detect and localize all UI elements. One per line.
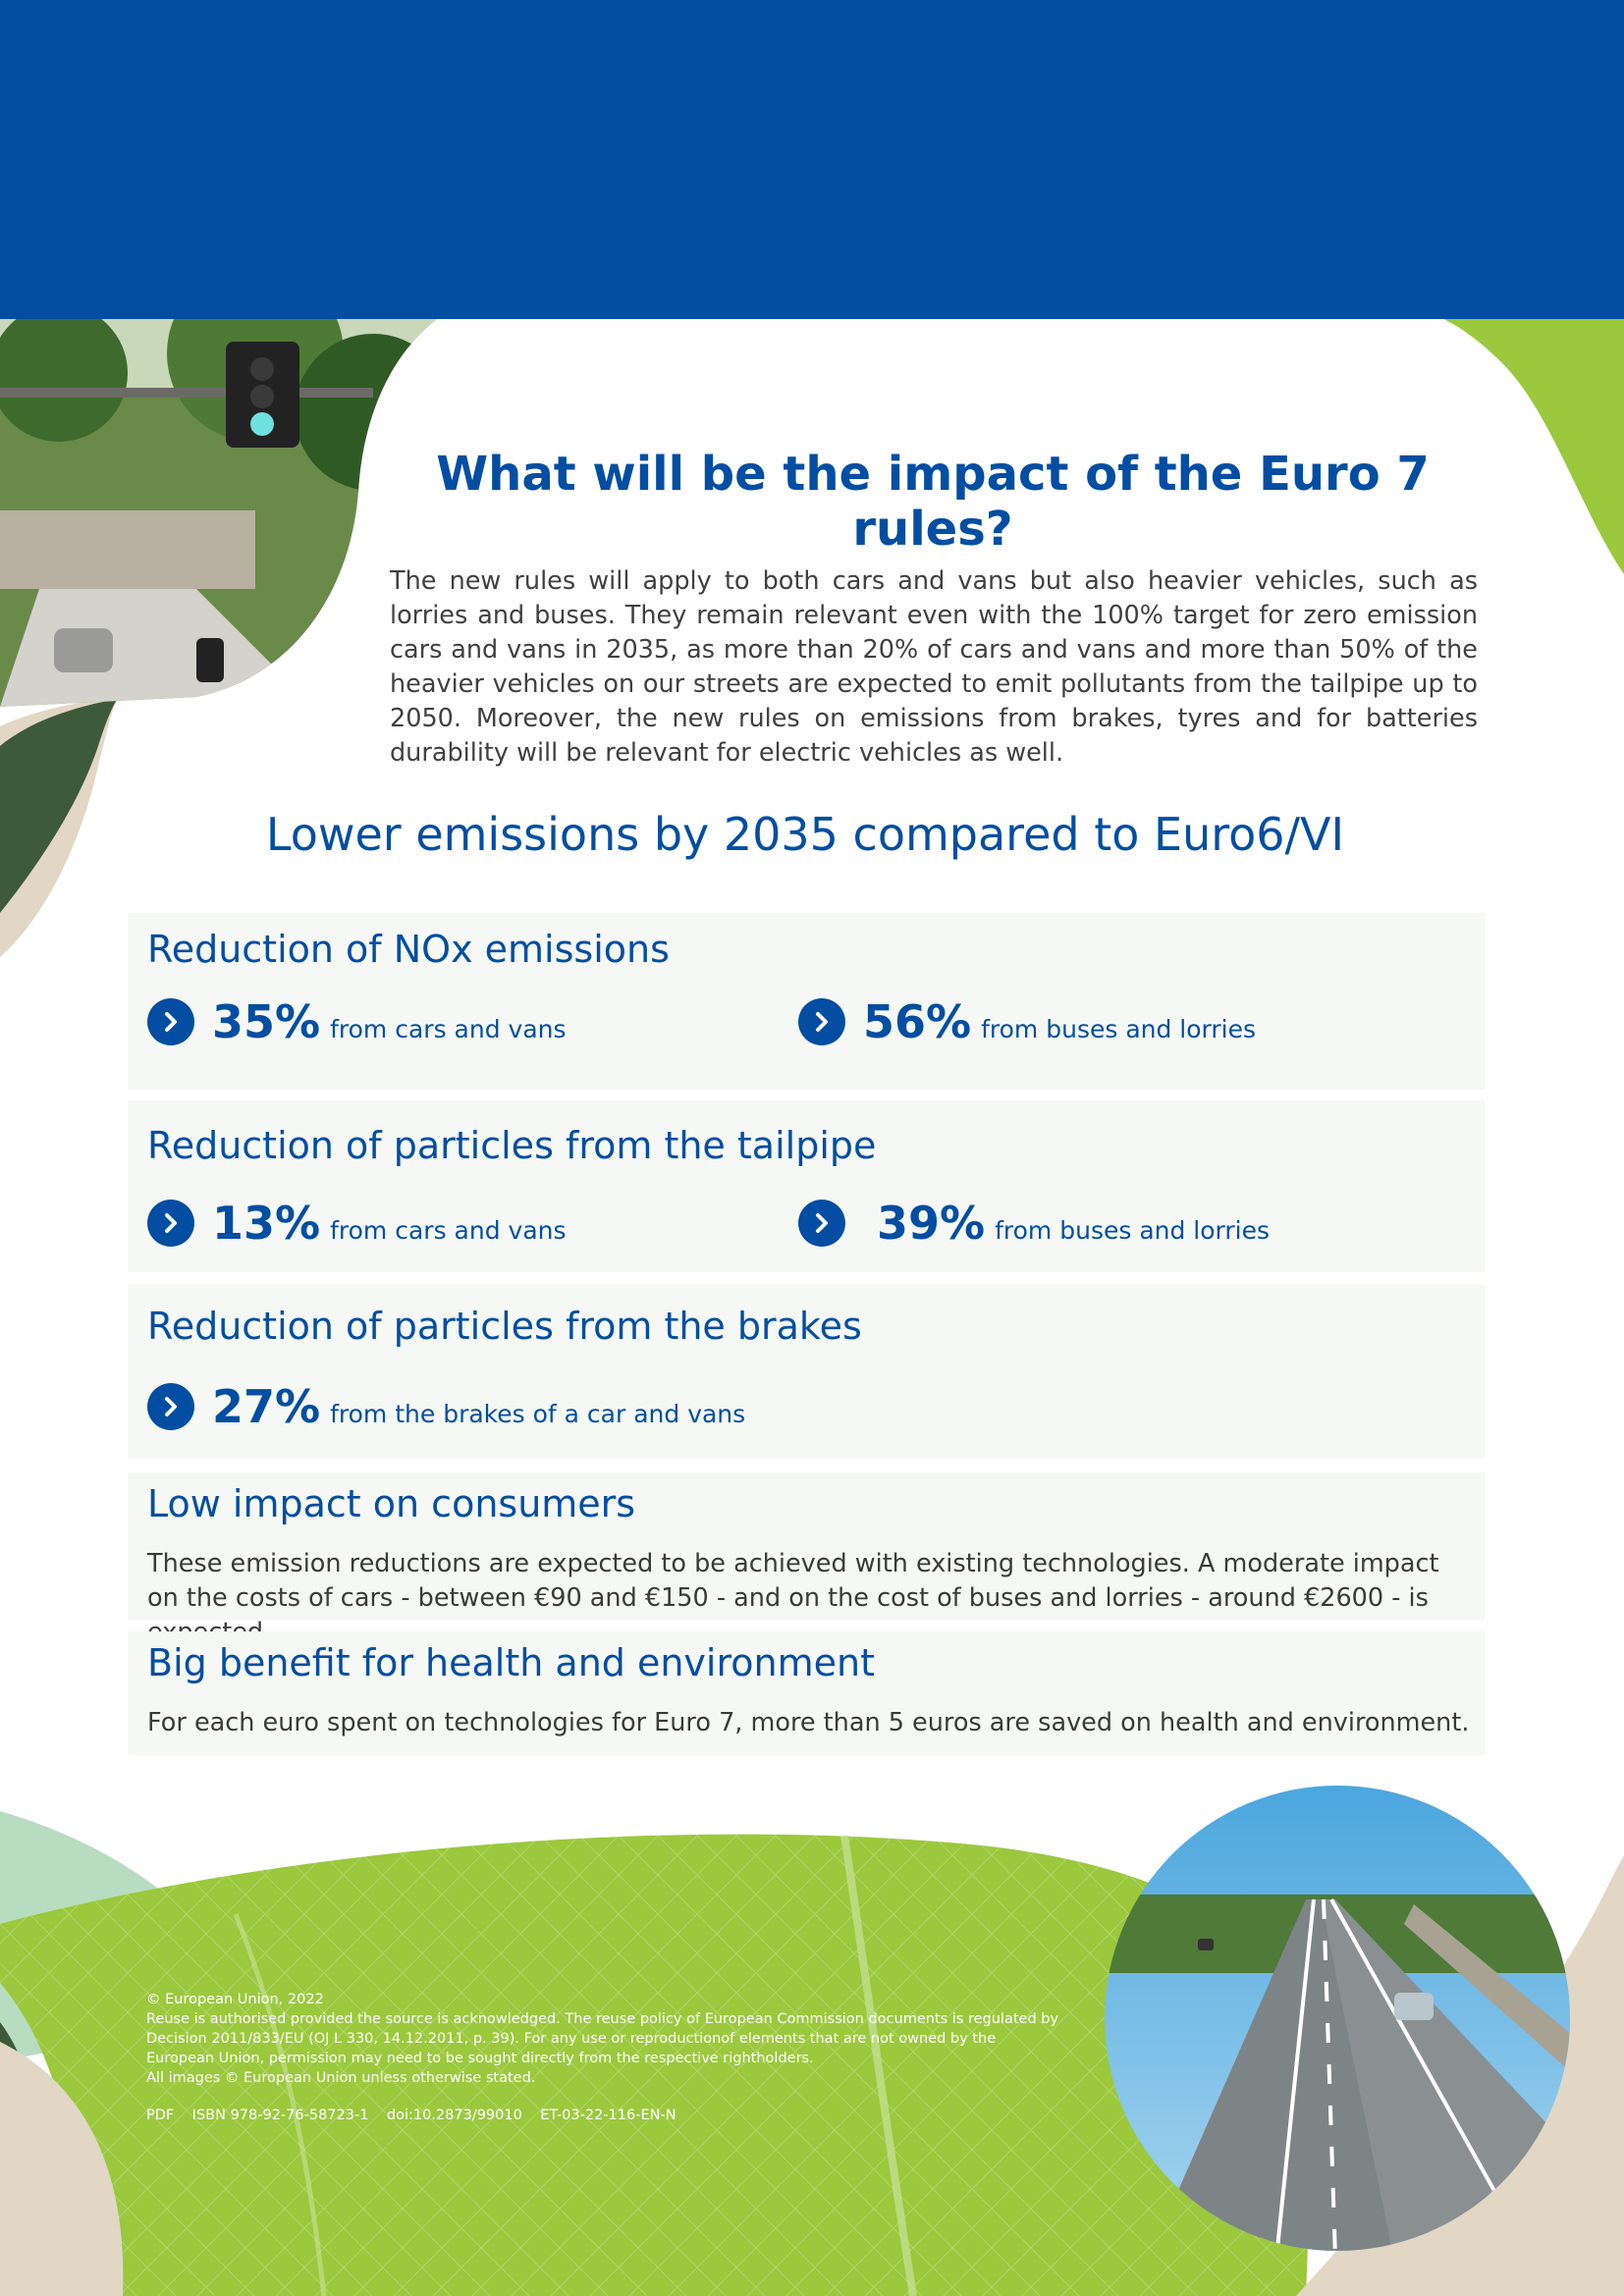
- stat-percentage: 35%: [212, 995, 321, 1048]
- panel-title: Reduction of particles from the tailpipe: [147, 1124, 877, 1167]
- panel-title: Reduction of NOx emissions: [147, 928, 670, 971]
- footer-legal: [146, 1990, 1059, 2125]
- footer-reuse-notice: Reuse is authorised provided the source is acknowledged. The reuse policy of European Commission documents is regulated by Decision 2011/833/EU (OJ L 330, 14.12.2011, p. 39). For any use or reproductionof elements that are not owned by the European Union, permission may need to be sought directly from the respective rightholders.: [146, 2011, 1059, 2066]
- panel-tailpipe: [128, 1100, 1485, 1272]
- panel-health: [128, 1631, 1485, 1755]
- stat-item: [147, 1197, 567, 1250]
- footer-copyright: © European Union, 2022: [146, 1992, 324, 2007]
- stat-percentage: 27%: [212, 1380, 321, 1433]
- stat-description: from cars and vans: [330, 1015, 567, 1043]
- stat-description: from the brakes of a car and vans: [330, 1400, 746, 1428]
- stat-item: [147, 1380, 745, 1433]
- panel-title: Big benefit for health and environment: [147, 1641, 875, 1684]
- panel-nox: [128, 913, 1485, 1090]
- chevron-right-circle-icon: [147, 1200, 194, 1247]
- stat-item: [798, 995, 1256, 1048]
- stat-percentage: 56%: [863, 995, 972, 1048]
- chevron-right-circle-icon: [147, 1383, 194, 1430]
- panel-text: For each euro spent on technologies for Euro 7, more than 5 euros are saved on health and environment.: [147, 1708, 1470, 1737]
- stat-item: [147, 995, 567, 1048]
- stat-percentage: 13%: [212, 1197, 321, 1250]
- stat-item: [798, 1197, 1270, 1250]
- panel-consumers: [128, 1472, 1485, 1620]
- page-title: What will be the impact of the Euro 7 rules?: [436, 447, 1430, 557]
- chevron-right-circle-icon: [798, 998, 845, 1045]
- chevron-right-circle-icon: [798, 1200, 845, 1247]
- section-heading: Lower emissions by 2035 compared to Euro6/VI: [265, 808, 1345, 861]
- panel-text: These emission reductions are expected to be achieved with existing technologies. A moderate impact on the costs of cars - between €90 and €150 - and on the cost of buses and lorries - around €2600 - is: [147, 1549, 1439, 1613]
- stat-description: from buses and lorries: [981, 1015, 1257, 1043]
- intro-paragraph: The new rules will apply to both cars and vans but also heavier vehicles, such as lorries and buses. They remain relevant even with the 100% target for zero emission cars and vans in 2035, as more than 20% of cars and vans and more than 50% of the heavier vehicles on our streets are expected to emit pollutants from the tailpipe up to 2050. Moreover, the new rules on emissions from brakes, tyres and for batteries durability will be relevant for electric vehicles as well.: [390, 566, 1478, 768]
- stat-description: from cars and vans: [330, 1216, 567, 1245]
- stat-percentage: 39%: [877, 1197, 986, 1250]
- footer-identifiers: PDF ISBN 978-92-76-58723-1 doi:10.2873/99010 ET-03-22-116-EN-N: [146, 2108, 677, 2123]
- footer-images-notice: All images © European Union unless otherwise stated.: [146, 2070, 536, 2086]
- panel-title: Reduction of particles from the brakes: [147, 1305, 862, 1348]
- stat-description: from buses and lorries: [995, 1216, 1271, 1245]
- panel-brakes: [128, 1285, 1485, 1459]
- panel-title: Low impact on consumers: [147, 1482, 636, 1525]
- chevron-right-circle-icon: [147, 998, 194, 1045]
